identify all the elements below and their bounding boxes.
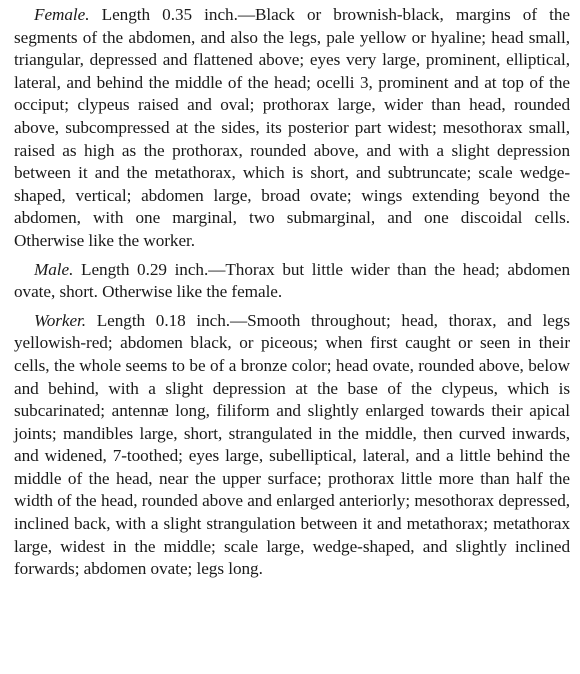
- male-description-text: Length 0.29 inch.—Thorax but little wider than the head; abdomen ovate, short. Otherwise like the female.: [14, 259, 570, 302]
- male-caste-label: Male.: [34, 259, 74, 279]
- female-caste-label: Female.: [34, 5, 90, 24]
- document-page: [14, 4, 570, 585]
- worker-description-paragraph: [14, 310, 570, 581]
- male-description-paragraph: [14, 259, 570, 304]
- worker-caste-label: Worker.: [34, 310, 87, 330]
- worker-description-text: Length 0.18 inch.—Smooth throughout; head, thorax, and legs yellowish-red; abdomen black, or piceous; when first caught or seen in their cells, the whole seems to be of a bronze color; head ovate, rounded above, below and behind, with a slight depression at the base of the clypeus, which is subcarinated; antennæ long, filiform and slightly enlarged towards their apical joints; mandibles large, short, strangulated in the middle, then curved inwards, and widened, 7-toothed; eyes large, subelliptical, lateral, and a little behind the middle of the head, near the upper surface; prothorax little more than half the width of the head, rounded above and enlarged anteriorly; mesothorax depressed, inclined back, with a slight strangulation between it and metathorax; metathorax large, widest in the middle; scale large, wedge-shaped, and slightly inclined forwards; abdomen ovate; legs long.: [14, 310, 570, 579]
- female-description-paragraph: [14, 4, 570, 253]
- female-description-text: Length 0.35 inch.—Black or brownish-black, margins of the segments of the abdomen, and also the legs, pale yellow or hyaline; head small, triangular, depressed and flattened above; eyes very large, prominent, elliptical, lateral, and behind the middle of the head; ocelli 3, prominent and at top of the occiput; clypeus raised and oval; prothorax large, wider than head, rounded above, subcompressed at the sides, its posterior part widest; mesothorax small, raised as high as the prothorax, rounded above, and with a slight depression between it and the metathorax, which is short, and subtruncate; scale wedge-shaped, vertical; abdomen large, broad ovate; wings extending beyond the abdomen, with one marginal, two submarginal, and one discoidal cells. Otherwise like the worker.: [14, 5, 570, 250]
